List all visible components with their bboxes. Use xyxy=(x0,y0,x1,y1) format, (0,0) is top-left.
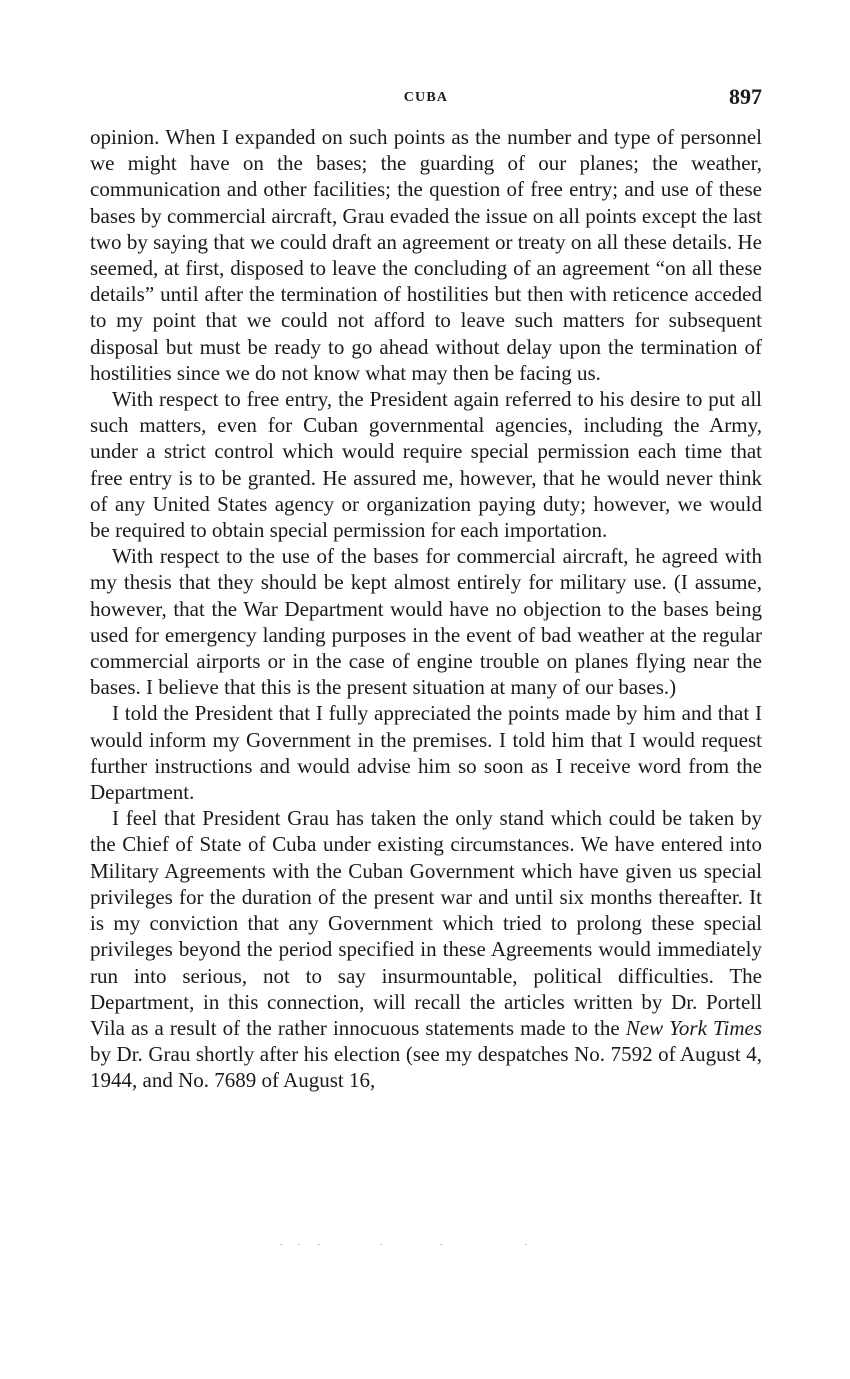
page-number: 897 xyxy=(729,84,762,109)
paragraph-5 xyxy=(90,805,762,1093)
scan-speck xyxy=(380,1244,382,1245)
scan-speck xyxy=(280,1244,282,1245)
paragraph-4: I told the President that I fully appreciated the points made by him and that I would inform my Government in the premises. I told him that I would request further instructions and would advise him so soon as I receive word from the Department. xyxy=(90,701,762,805)
paragraph-5-text-after: by Dr. Grau shortly after his election (see my despatches No. 7592 of August 4, 1944, and No. 7689 of August 16, xyxy=(90,1042,762,1093)
body-text xyxy=(90,124,762,1094)
scan-speck xyxy=(298,1244,300,1245)
paragraph-3: With respect to the use of the bases for commercial aircraft, he agreed with my thesis that they should be kept almost entirely for military use. (I assume, however, that the War Department would have no objection to the bases being used for emergency landing purposes in the event of bad weather at the regular commercial airports or in the case of engine trouble on planes flying near the bases. I believe that this is the present situation at many of our bases.) xyxy=(90,544,762,700)
scan-speck xyxy=(440,1244,442,1245)
newspaper-title: New York Times xyxy=(625,1015,762,1040)
paragraph-1: opinion. When I expanded on such points as the number and type of personnel we might have on the bases; the guarding of our planes; the weather, communication and other facilities; the question of free entry; and use of these bases by commercial aircraft, Grau evaded the issue on all points except the last two by saying that we could draft an agreement or treaty on all these details. He seemed, at first, disposed to leave the concluding of an agreement “on all these details” until after the termination of hostilities but then with reticence acceded to my point that we could not afford to leave such matters for subsequent disposal but must be ready to go ahead without delay upon the termination of hostilities since we do not know what may then be facing us. xyxy=(90,125,762,385)
scan-specks xyxy=(280,1244,540,1248)
running-head xyxy=(90,84,762,112)
paragraph-2: With respect to free entry, the President again referred to his desire to put all such matters, even for Cuban governmental agencies, including the Army, under a strict control which would require special permission each time that free entry is to be granted. He assured me, however, that he would never think of any United States agency or organization paying duty; however, we would be required to obtain special permission for each importation. xyxy=(90,387,762,543)
scan-speck xyxy=(525,1244,527,1245)
running-title: CUBA xyxy=(403,90,449,105)
scan-speck xyxy=(318,1244,320,1245)
paragraph-5-text-before: I feel that President Grau has taken the only stand which could be taken by the Chief of State of Cuba under existing circumstances. We have entered into Military Agreements with the Cuban Government which have given us special privileges for the duration of the present war and until six months thereafter. It is my conviction that any Government which tried to prolong these special privileges beyond the period specified in these Agreements would immediately run into serious, not to say insurmountable, political difficulties. The Department, in this connection, will recall the articles written by Dr. Portell Vila as a result of the rather innocuous statements made to the xyxy=(90,806,762,1040)
